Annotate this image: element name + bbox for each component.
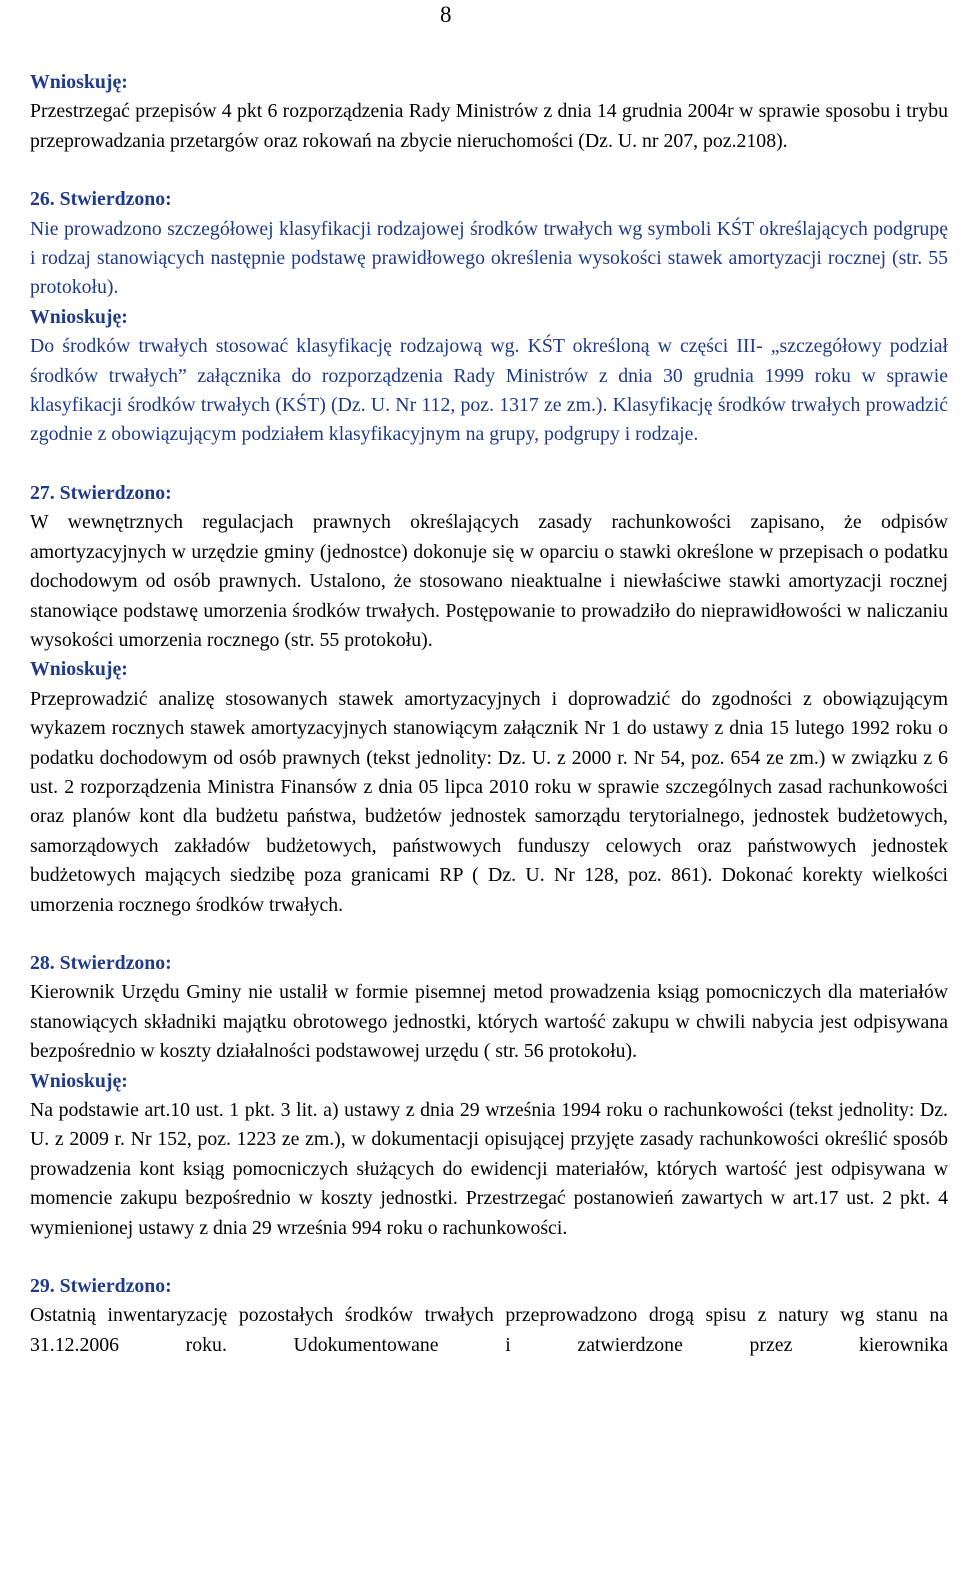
finding-text-29: Ostatnią inwentaryzację pozostałych środków trwałych przeprowadzono drogą spisu z natury wg stanu na 31.12.2006 roku. Udokumentowane i zatwierdzone przez kierownika bbox=[30, 1304, 948, 1356]
recommendation-text: Przestrzegać przepisów 4 pkt 6 rozporządzenia Rady Ministrów z dnia 14 grudnia 2004r w sprawie sposobu i trybu przeprowadzania przetargów oraz rokowań na zbycie nieruchomości (Dz. U. nr 207, poz.2108). bbox=[30, 100, 948, 152]
finding-text-26: Nie prowadzono szczegółowej klasyfikacji rodzajowej środków trwałych wg symboli KŚT określających podgrupę i rodzaj stanowiących następnie podstawę prawidłowego określenia wysokości stawek amortyzacji rocznej (str. 55 protokołu). bbox=[30, 217, 948, 299]
finding-heading-29: 29. Stwierdzono: bbox=[30, 1275, 172, 1298]
recommendation-heading-28: Wnioskuję: bbox=[30, 1069, 128, 1092]
finding-text-28: Kierownik Urzędu Gminy nie ustalił w formie pisemnej metod prowadzenia ksiąg pomocniczych dla materiałów stanowiących składniki majątku obrotowego jednostki, których wartość zakupu w chwili nabycia jest odpisywana bezpośrednio w koszty działalności podstawowej urzędu ( str. 56 protokołu). bbox=[30, 981, 948, 1063]
recommendation-heading-26: Wnioskuję: bbox=[30, 305, 128, 328]
recommendation-text-28: Na podstawie art.10 ust. 1 pkt. 3 lit. a) ustawy z dnia 29 września 1994 roku o rachunkowości (tekst jednolity: Dz. U. z 2009 r. Nr 152, poz. 1223 ze zm.), w dokumentacji opisującej przyjęte zasady rachunkowości określić sposób prowadzenia kont ksiąg pomocniczych służących do ewidencji materiałów, których wartość jest odpisywana w momencie zakupu bezpośrednio w koszty jednostki. Przestrzegać postanowień zawartych w art.17 ust. 2 pkt. 4 wymienionej ustawy z dnia 29 września 994 roku o rachunkowości. bbox=[30, 1099, 948, 1239]
recommendation-text-26: Do środków trwałych stosować klasyfikację rodzajową wg. KŚT określoną w części III- „szczegółowy podział środków trwałych” załącznika do rozporządzenia Rady Ministrów z dnia 30 grudnia 1999 roku w sprawie klasyfikacji środków trwałych (KŚT) (Dz. U. Nr 112, poz. 1317 ze zm.). Klasyfikację środków trwałych prowadzić zgodnie z obowiązującym podziałem klasyfikacyjnym na grupy, podgrupy i rodzaje. bbox=[30, 335, 948, 446]
finding-heading-26: 26. Stwierdzono: bbox=[30, 188, 172, 211]
finding-text-27: W wewnętrznych regulacjach prawnych określających zasady rachunkowości zapisano, że odpisów amortyzacyjnych w urzędzie gminy (jednostce) dokonuje się w oparciu o stawki określone w przepisach o podatku dochodowym od osób prawnych. Ustalono, że stosowano nieaktualne i niewłaściwe stawki amortyzacji rocznej stanowiące podstawę umorzenia środków trwałych. Postępowanie to prowadziło do nieprawidłowości w naliczaniu wysokości umorzenia rocznego (str. 55 protokołu). bbox=[30, 511, 948, 651]
recommendation-heading: Wnioskuję: bbox=[30, 71, 128, 93]
finding-heading-28: 28. Stwierdzono: bbox=[30, 951, 172, 974]
page-number: 8 bbox=[440, 2, 452, 27]
recommendation-heading-27: Wnioskuję: bbox=[30, 658, 128, 681]
recommendation-text-27: Przeprowadzić analizę stosowanych stawek amortyzacyjnych i doprowadzić do zgodności z obowiązującym wykazem rocznych stawek amortyzacyjnych stanowiącym załącznik Nr 1 do ustawy z dnia 15 lutego 1992 roku o podatku dochodowym od osób prawnych (tekst jednolity: Dz. U. z 2000 r. Nr 54, poz. 654 ze zm.) w związku z 6 ust. 2 rozporządzenia Ministra Finansów z dnia 05 lipca 2010 roku w sprawie szczególnych zasad rachunkowości oraz planów kont dla budżetu państwa, budżetów jednostek samorządu terytorialnego, jednostek budżetowych, samorządowych zakładów budżetowych, państwowych funduszy celowych oraz państwowych jednostek budżetowych mających siedzibę poza granicami RP ( Dz. U. Nr 128, poz. 861). Dokonać korekty wielkości umorzenia rocznego środków trwałych. bbox=[30, 687, 948, 916]
document-body bbox=[30, 68, 948, 1360]
finding-heading-27: 27. Stwierdzono: bbox=[30, 481, 172, 504]
